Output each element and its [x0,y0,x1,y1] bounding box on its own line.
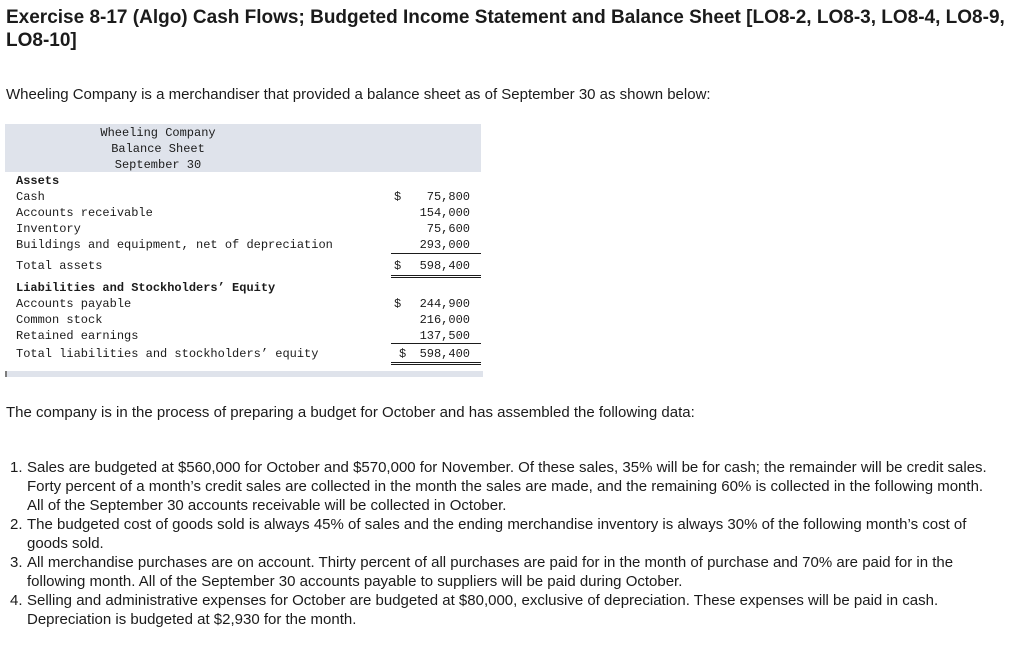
row-label: Accounts receivable [16,206,153,220]
dollar-sign: $ [399,347,407,361]
intro-text: Wheeling Company is a merchandiser that provided a balance sheet as of September 30 as shown below: [6,86,711,103]
item-text: The budgeted cost of goods sold is always 45% of sales and the ending merchandise inventory is always 30% of the following month’s cost of goods sold. [27,516,967,552]
item-text: Selling and administrative expenses for October are budgeted at $80,000, exclusive of depreciation. These expenses will be paid in cash. Depreciation is budgeted at $2,930 for the month. [27,592,939,628]
item-number: 2. [10,516,23,533]
dollar-sign: $ [394,297,402,311]
total-assets-label: Total assets [16,259,103,273]
row-amount: 293,000 [419,238,470,252]
row-amount: 216,000 [419,313,470,327]
table-footer-bar [5,371,483,377]
row-amount: 244,900 [419,297,470,311]
item-number: 4. [10,592,23,609]
balance-sheet-header [5,124,481,172]
row-label: Common stock [16,313,103,327]
double-rule-top [391,275,481,276]
row-label: Retained earnings [16,329,139,343]
row-amount: 137,500 [419,329,470,343]
dollar-sign: $ [394,259,402,273]
statement-name: Balance Sheet [111,142,205,156]
row-label: Cash [16,190,45,204]
table-row [16,237,478,253]
total-assets-amount: 598,400 [419,259,470,273]
row-label: Inventory [16,222,81,236]
subtotal-rule [391,253,481,254]
liabilities-heading: Liabilities and Stockholders’ Equity [16,281,276,295]
total-liabilities-amount: 598,400 [419,347,470,361]
table-row [16,205,478,221]
item-number: 1. [10,459,23,476]
list-item [6,591,1000,629]
exercise-title: Exercise 8-17 (Algo) Cash Flows; Budgeted Income Statement and Balance Sheet [LO8-2, LO8-3, LO8-4, LO8-9, LO8-10] [6,7,1005,51]
assets-heading: Assets [16,174,60,188]
table-row [16,221,478,237]
company-name: Wheeling Company [100,126,216,140]
row-amount: 75,600 [426,222,470,236]
liabilities-heading-row [16,280,478,296]
dollar-sign: $ [394,190,402,204]
data-list [6,458,1000,629]
statement-date: September 30 [114,158,202,172]
subtotal-rule [391,343,481,344]
double-rule-bottom [391,364,481,365]
table-row [16,328,478,344]
row-amount: 154,000 [419,206,470,220]
double-rule-top [391,362,481,363]
item-text: All merchandise purchases are on account. Thirty percent of all purchases are paid for in the month of purchase and 70% are paid for in the following month. All of the September 30 accounts payable to suppliers will be paid during October. [27,554,954,590]
total-liabilities-row [16,346,478,362]
item-text: Sales are budgeted at $560,000 for October and $570,000 for November. Of these sales, 35% will be for cash; the remainder will be credit sales. Forty percent of a month’s credit sales are collected in the month the sales are made, and the remaining 60% is collected in the following month. All of the September 30 accounts receivable will be collected in October. [27,459,987,514]
table-row [16,312,478,328]
double-rule-bottom [391,277,481,278]
lead-text: The company is in the process of preparing a budget for October and has assembled the following data: [6,404,695,421]
row-amount: 75,800 [426,190,470,204]
table-row [16,189,478,205]
list-item [6,458,1000,515]
list-item [6,515,1000,553]
total-assets-row [16,258,478,274]
item-number: 3. [10,554,23,571]
assets-heading-row [16,173,478,189]
total-liabilities-label: Total liabilities and stockholders’ equity [16,347,319,361]
row-label: Buildings and equipment, net of depreciation [16,238,333,252]
list-item [6,553,1000,591]
table-row [16,296,478,312]
balance-sheet-table [5,124,481,377]
row-label: Accounts payable [16,297,132,311]
